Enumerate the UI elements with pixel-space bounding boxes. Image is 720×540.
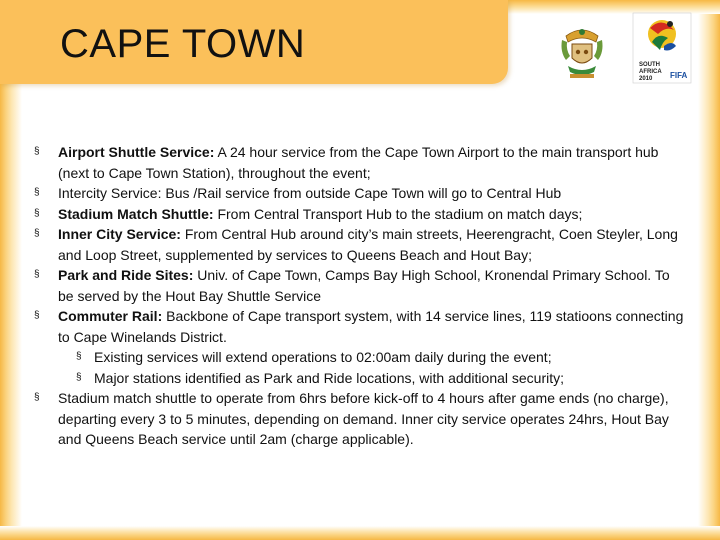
- sub-item-text: Existing services will extend operations to 02:00am daily during the event;: [94, 349, 552, 365]
- bullet-list: [34, 142, 684, 450]
- fifa-text: FIFA: [670, 71, 688, 80]
- item-text: From Central Transport Hub to the stadium on match days;: [213, 205, 583, 222]
- sub-item-text: Major stations identified as Park and Ride locations, with additional security;: [94, 369, 565, 386]
- item-lead: Stadium Match Shuttle:: [58, 205, 214, 222]
- list-item: [34, 142, 684, 183]
- bullet-icon: §: [76, 351, 82, 362]
- list-item: [34, 224, 684, 265]
- bullet-icon: §: [34, 228, 40, 239]
- list-item: [34, 204, 684, 225]
- list-item: [34, 388, 684, 450]
- item-text: Backbone of Cape transport system, with 14 service lines, 119 statioons connecting to Cape Winelands District.: [58, 308, 684, 345]
- item-lead: Park and Ride Sites:: [58, 267, 194, 283]
- bullet-icon: §: [34, 269, 40, 280]
- item-lead: Inner City Service:: [58, 226, 181, 242]
- page-title: CAPE TOWN: [60, 22, 306, 66]
- sub-list-item: [34, 347, 684, 368]
- item-text: Intercity Service: Bus /Rail service from outside Cape Town will go to Central Hub: [58, 185, 562, 201]
- world-cup-logo-icon: [632, 12, 692, 84]
- bullet-icon: §: [34, 187, 40, 198]
- item-lead: Airport Shuttle Service:: [58, 144, 215, 160]
- title-bar: [0, 0, 508, 84]
- wc-text-year: 2010: [639, 76, 653, 82]
- bullet-icon: §: [34, 392, 40, 403]
- bullet-icon: §: [34, 146, 40, 157]
- slide-frame-bottom: [0, 526, 720, 540]
- bullet-icon: §: [34, 207, 40, 219]
- coat-of-arms-icon: [558, 22, 606, 82]
- item-text: Stadium match shuttle to operate from 6hrs before kick-off to 4 hours after game ends (no charge), departing every 3 to 5 minutes, depending on demand. Inner city service operates 24hrs, Hout Bay and Queens Beach service until 2am (charge applicable).: [58, 390, 669, 447]
- sub-list-item: [34, 368, 684, 389]
- bullet-icon: §: [76, 371, 82, 383]
- item-text: Univ. of Cape Town, Camps Bay High School, Kronendal Primary School. To be served by the Hout Bay Shuttle Service: [58, 267, 670, 304]
- item-lead: Commuter Rail:: [58, 308, 163, 324]
- wc-text-africa: AFRICA: [639, 69, 662, 75]
- list-item: [34, 306, 684, 347]
- list-item: [34, 183, 684, 204]
- item-text: From Central Hub around city’s main streets, Heerengracht, Coen Steyler, Long and Loop Street, supplemented by services to Queens Beach and Hout Bay;: [58, 226, 678, 263]
- item-text: A 24 hour service from the Cape Town Airport to the main transport hub (next to Cape Town Station), throughout the event;: [58, 144, 659, 181]
- list-item: [34, 265, 684, 306]
- wc-text-south: SOUTH: [639, 62, 660, 68]
- bullet-icon: §: [34, 310, 40, 321]
